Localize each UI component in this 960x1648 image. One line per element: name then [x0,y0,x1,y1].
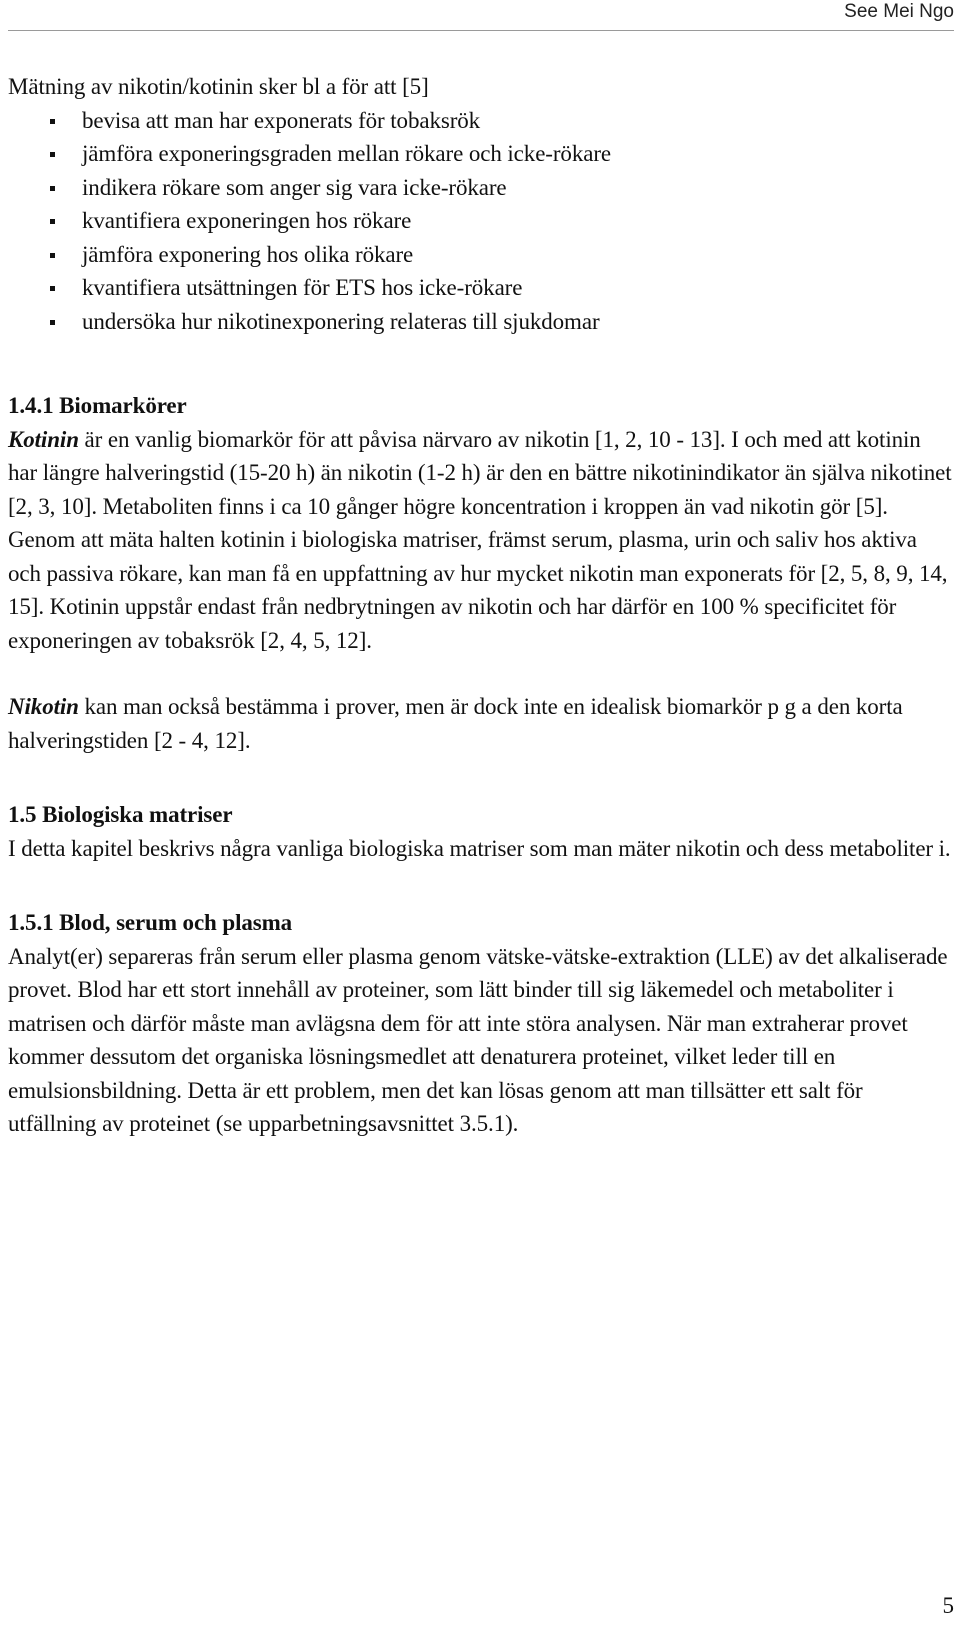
square-bullet-icon [50,320,55,325]
square-bullet-icon [50,286,55,291]
section-heading-blood: 1.5.1 Blod, serum och plasma [8,910,293,935]
section-heading-biomarkers: 1.4.1 Biomarkörer [8,393,187,418]
term-nikotin: Nikotin [8,694,79,719]
purpose-list [8,104,953,339]
list-item: jämföra exponeringsgraden mellan rökare och icke-rökare [8,137,953,171]
header-author: See Mei Ngo [844,1,954,22]
square-bullet-icon [50,219,55,224]
list-item: kvantifiera exponeringen hos rökare [8,204,953,238]
square-bullet-icon [50,152,55,157]
term-kotinin: Kotinin [8,426,79,452]
section-heading-matrices: 1.5 Biologiska matriser [8,802,233,827]
square-bullet-icon [50,119,55,124]
square-bullet-icon [50,253,55,258]
matrices-paragraph: I detta kapitel beskrivs några vanliga biologiska matriser som man mäter nikotin och dess metaboliter i. [8,835,951,861]
page-number: 5 [942,1593,954,1618]
nicotine-paragraph: Nikotin kan man också bestämma i prover, men är dock inte en idealisk biomarkör p g a den korta halveringstiden [2 - 4, 12]. [8,694,903,753]
square-bullet-icon [50,186,55,191]
page-header [8,0,954,31]
list-item: jämföra exponering hos olika rökare [8,238,953,272]
biomarker-paragraph: Kotinin är en vanlig biomarkör för att påvisa närvaro av nikotin [1, 2, 10 - 13]. I och med att kotinin har längre halveringstid (15-20 h) än nikotin (1-2 h) är den en bättre nikotinindikator än själva nikotinet [2, 3, 10]. Metaboliten finns i ca 10 gånger högre koncentration i kroppen än vad nikotin gör [5]. Genom att mäta halten kotinin i biologiska matriser, främst serum, plasma, urin och saliv hos aktiva och passiva rökare, kan man få en uppfattning av hur mycket nikotin man exponerats för [2, 5, 8, 9, 14, 15]. Kotinin uppstår endast från nedbrytningen av nikotin och har därför en 100 % specificitet för exponeringen av tobaksrök [2, 4, 5, 12]. [8,426,952,653]
document-body [8,70,953,1141]
list-item: kvantifiera utsättningen för ETS hos icke-rökare [8,271,953,305]
list-item: indikera rökare som anger sig vara icke-rökare [8,171,953,205]
list-item: bevisa att man har exponerats för tobaksrök [8,104,953,138]
intro-lead: Mätning av nikotin/kotinin sker bl a för att [5] [8,74,429,99]
list-item: undersöka hur nikotinexponering relateras till sjukdomar [8,305,953,339]
blood-paragraph: Analyt(er) separeras från serum eller plasma genom vätske-vätske-extraktion (LLE) av det alkaliserade provet. Blod har ett stort innehåll av proteiner, som lätt binder till sig läkemedel och metaboliter i matrisen och därför måste man avlägsna dem för att inte störa analysen. När man extraherar provet kommer dessutom det organiska lösningsmedlet att denaturera proteinet, vilket leder till en emulsionsbildning. Detta är ett problem, men det kan lösas genom att man tillsätter ett salt för utfällning av proteinet (se upparbetningsavsnittet 3.5.1). [8,943,948,1136]
